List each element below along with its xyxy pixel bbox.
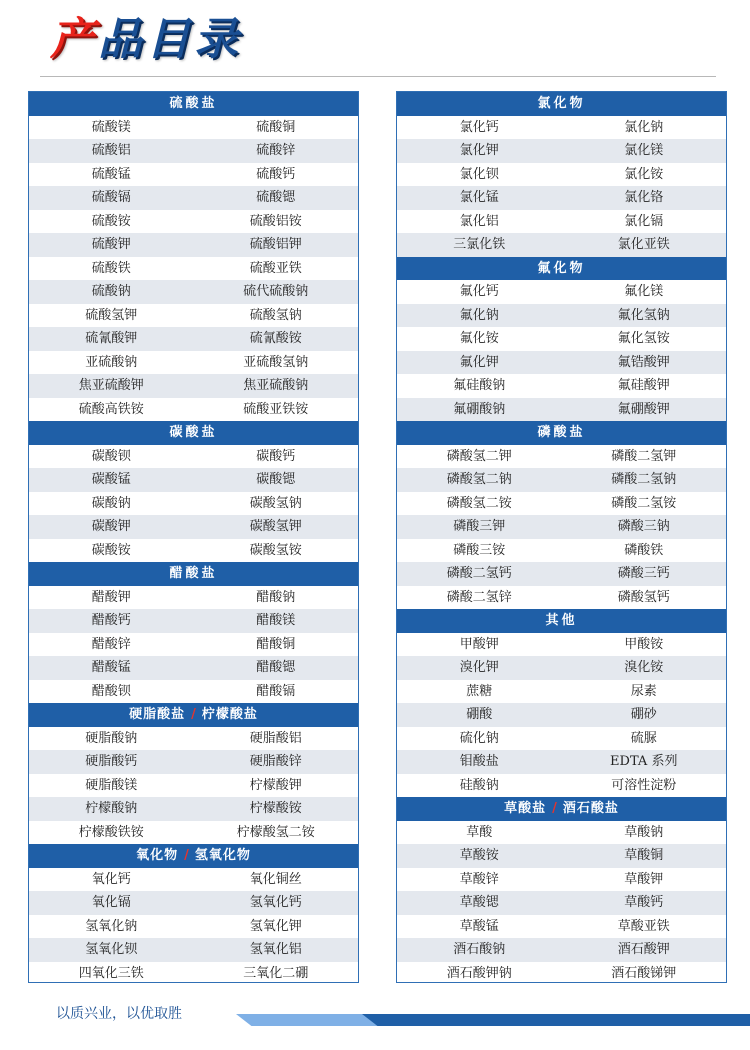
product-name: 氟硼酸钾 [617,401,670,417]
product-row [397,938,726,962]
product-name: 醋酸锶 [256,660,296,675]
product-name: 氢氧化钙 [249,895,302,910]
product-name: 氧化钙 [91,871,131,887]
product-row [397,750,726,774]
product-name: 柠檬酸铁铵 [78,824,144,840]
product-name: 草酸钙 [624,895,664,910]
product-name: 氟硅酸钠 [453,378,506,393]
product-row [29,750,358,774]
footer-slogan: 以质兴业，以优取胜 [56,1006,182,1022]
product-name: 可溶性淀粉 [611,777,677,793]
page-title-rest: 品目录 [98,14,242,65]
section-header [29,92,358,116]
product-row [29,492,358,516]
product-name: 硅酸钠 [459,777,499,793]
product-row [397,139,726,163]
product-name: 甲酸铵 [624,636,664,652]
section-title: 硬脂酸盐 [129,707,186,722]
product-name: 硬脂酸钙 [85,754,138,769]
product-name: 柠檬酸钠 [85,801,138,816]
product-row [397,774,726,798]
section-title: 醋酸盐 [169,566,218,581]
product-name: 酒石酸钾 [617,942,670,957]
product-name: 草酸锰 [459,918,499,934]
footer-stripe-dark [362,1014,750,1026]
section-title-separator: / [191,707,196,722]
product-name: 碳酸氢铵 [249,542,302,558]
product-name: 三氧化二硼 [243,965,309,981]
product-name: 柠檬酸铵 [249,801,302,816]
product-name: 溴化钾 [459,660,499,675]
product-row [29,891,358,915]
product-name: 硫酸锌 [256,143,296,158]
section-header [397,797,726,821]
section-title: 碳酸盐 [169,425,218,440]
product-name: 草酸亚铁 [617,918,670,934]
product-name: 醋酸钾 [91,589,131,605]
product-name: 磷酸氢钙 [617,589,670,605]
product-row [397,492,726,516]
product-name: 醋酸铜 [256,636,296,652]
product-name: 磷酸二氢锌 [446,589,512,605]
product-name: 硫脲 [630,730,657,746]
section-header [29,703,358,727]
product-row [29,280,358,304]
product-row [29,938,358,962]
product-row [29,210,358,234]
product-row [29,327,358,351]
product-name: 磷酸铁 [624,542,664,558]
product-name: 氢氧化钾 [249,918,302,934]
product-name: 醋酸钙 [91,613,131,628]
product-name: 氢氧化钠 [85,918,138,934]
product-row [29,915,358,939]
product-name: 磷酸二氢铵 [611,495,677,511]
product-name: 氯化铝 [459,213,499,229]
section-title: 其他 [545,613,578,628]
product-name: 草酸锶 [459,895,499,910]
product-name: 硫酸铝 [91,143,131,158]
product-row [397,186,726,210]
product-row [29,351,358,375]
product-name: 碳酸钡 [91,448,131,464]
product-name: 磷酸二氢钾 [611,448,677,464]
section-title: 氯化物 [537,96,586,111]
product-row [29,774,358,798]
product-name: 氟硅酸钾 [617,378,670,393]
product-name: 焦亚硫酸钾 [78,378,144,393]
product-name: 氟化氢铵 [617,331,670,346]
product-name: 草酸铵 [459,848,499,863]
product-name: 硫酸钠 [91,284,131,299]
product-row [397,821,726,845]
product-name: 碳酸钾 [91,519,131,534]
page-title [50,10,242,70]
product-row [397,844,726,868]
title-divider [40,76,716,77]
product-name: 柠檬酸氢二铵 [236,824,315,840]
product-name: 磷酸三钾 [453,519,506,534]
product-name: 柠檬酸钾 [249,777,302,793]
product-name: 亚硫酸钠 [85,354,138,370]
product-name: 氯化锰 [459,190,499,205]
product-row [397,633,726,657]
product-name: 蔗糖 [466,683,493,699]
product-name: 硫酸钙 [256,166,296,182]
product-name: 氧化镉 [91,895,131,910]
product-row [397,210,726,234]
product-name: 硫酸铝铵 [249,213,302,229]
section-title: 氟化物 [537,260,586,276]
product-row [397,515,726,539]
product-name: 氧化铜丝 [249,871,302,887]
product-row [397,233,726,257]
product-name: 碳酸铵 [91,542,131,558]
product-name: 硬脂酸钠 [85,730,138,746]
product-name: 氟锆酸钾 [617,354,670,370]
product-name: 草酸钠 [624,824,664,840]
product-name: 四氧化三铁 [78,965,144,981]
product-name: 磷酸氢二铵 [446,495,512,511]
section-header [29,421,358,445]
product-name: 酒石酸锑钾 [611,965,677,981]
product-name: 硫酸铵 [91,213,131,229]
product-row [29,633,358,657]
section-title: 酒石酸盐 [562,801,619,816]
product-row [29,586,358,610]
product-row [397,468,726,492]
product-name: 草酸锌 [459,871,499,887]
product-name: 碳酸钙 [256,448,296,464]
product-name: 磷酸三铵 [453,542,506,558]
left-catalog-column [28,91,359,983]
product-name: 硫酸亚铁 [249,260,302,276]
product-name: 硬脂酸锌 [249,754,302,769]
product-row [29,257,358,281]
product-name: 氟硼酸钠 [453,401,506,417]
product-row [397,562,726,586]
section-title-separator: / [184,848,189,863]
product-row [397,116,726,140]
product-name: 硫酸锶 [256,190,296,205]
product-name: 硫氰酸铵 [249,331,302,346]
product-name: 氯化钙 [459,119,499,135]
product-row [397,163,726,187]
product-name: 氯化镉 [624,213,664,229]
product-name: 氯化亚铁 [617,237,670,252]
product-name: 硫氰酸钾 [85,331,138,346]
product-name: 硫酸镁 [91,119,131,135]
product-row [397,398,726,422]
product-row [29,468,358,492]
product-name: 三氯化铁 [453,237,506,252]
product-name: 氯化铵 [624,166,664,182]
product-row [29,515,358,539]
product-name: 硫酸铝钾 [249,237,302,252]
product-name: 氢氧化钡 [85,942,138,957]
section-header [397,92,726,116]
product-name: 硫酸镉 [91,190,131,205]
section-title: 氢氧化物 [194,848,251,863]
product-row [29,962,358,984]
product-name: 溴化铵 [624,660,664,675]
product-name: 草酸铜 [624,848,664,863]
product-row [29,609,358,633]
product-row [397,327,726,351]
product-row [29,304,358,328]
product-name: 硫酸铁 [91,260,131,276]
product-name: 氟化钠 [459,307,499,323]
product-name: 硫酸氢钠 [249,307,302,323]
product-name: 碳酸锶 [256,472,296,487]
product-row [397,304,726,328]
product-name: EDTA 系列 [610,754,678,769]
product-name: 氯化钠 [624,119,664,135]
section-title: 硫酸盐 [169,96,218,111]
product-name: 酒石酸钠 [453,942,506,957]
product-name: 硫酸高铁铵 [78,401,144,417]
product-row [397,727,726,751]
product-name: 磷酸氢二钾 [446,448,512,464]
section-title: 草酸盐 [504,801,547,816]
product-row [397,539,726,563]
section-header [29,562,358,586]
product-name: 醋酸镁 [256,613,296,628]
product-name: 硼酸 [466,707,493,722]
product-row [397,374,726,398]
product-row [397,351,726,375]
product-row [29,139,358,163]
product-name: 氯化钡 [459,166,499,182]
product-row [29,868,358,892]
product-row [397,962,726,984]
section-title: 磷酸盐 [537,425,586,440]
product-name: 醋酸钡 [91,683,131,699]
product-name: 硼砂 [630,707,657,722]
product-name: 氟化钾 [459,354,499,370]
product-row [29,727,358,751]
product-name: 硫化钠 [459,730,499,746]
section-header [29,844,358,868]
product-name: 尿素 [630,683,657,699]
product-row [29,233,358,257]
product-name: 硫酸氢钾 [85,307,138,323]
product-name: 氯化镁 [624,143,664,158]
section-title: 氧化物 [136,848,179,863]
product-name: 氟化镁 [624,284,664,299]
product-name: 磷酸三钠 [617,519,670,534]
product-name: 醋酸锌 [91,636,131,652]
product-name: 甲酸钾 [459,636,499,652]
product-row [29,186,358,210]
product-name: 碳酸钠 [91,495,131,511]
section-title: 柠檬酸盐 [201,707,258,722]
product-row [397,703,726,727]
product-name: 氯化铬 [624,190,664,205]
product-name: 醋酸锰 [91,660,131,675]
product-name: 焦亚硫酸钠 [243,378,309,393]
product-name: 氯化钾 [459,143,499,158]
section-header [397,609,726,633]
product-row [29,680,358,704]
product-name: 硫代硫酸钠 [243,284,309,299]
product-row [397,680,726,704]
product-row [397,868,726,892]
product-name: 硫酸钾 [91,237,131,252]
section-header [397,421,726,445]
product-name: 草酸钾 [624,871,664,887]
product-name: 草酸 [466,824,493,840]
product-name: 硫酸亚铁铵 [243,401,309,417]
product-name: 醋酸镉 [256,683,296,699]
product-name: 磷酸氢二钠 [446,472,512,487]
product-row [397,280,726,304]
product-name: 氟化钙 [459,284,499,299]
product-name: 硬脂酸铝 [249,730,302,746]
product-name: 氟化氢钠 [617,307,670,323]
right-catalog-column [396,91,727,983]
page-title-first-char: 产 [50,14,98,65]
product-row [29,445,358,469]
product-row [29,163,358,187]
product-name: 钼酸盐 [459,754,499,769]
product-name: 氢氧化铝 [249,942,302,957]
product-name: 碳酸氢钾 [249,519,302,534]
product-row [29,398,358,422]
product-row [397,445,726,469]
product-row [397,656,726,680]
product-name: 硫酸锰 [91,166,131,182]
product-name: 硫酸铜 [256,119,296,135]
section-title-separator: / [552,801,557,816]
product-row [29,797,358,821]
product-row [397,915,726,939]
product-row [29,374,358,398]
product-name: 氟化铵 [459,331,499,346]
product-row [29,116,358,140]
product-row [397,586,726,610]
product-name: 磷酸三钙 [617,566,670,581]
product-name: 磷酸二氢钙 [446,566,512,581]
product-name: 醋酸钠 [256,589,296,605]
product-row [29,821,358,845]
product-name: 碳酸锰 [91,472,131,487]
product-name: 磷酸二氢钠 [611,472,677,487]
product-row [397,891,726,915]
product-name: 硬脂酸镁 [85,777,138,793]
product-name: 酒石酸钾钠 [446,965,512,981]
section-header [397,257,726,281]
product-name: 亚硫酸氢钠 [243,354,309,370]
product-name: 碳酸氢钠 [249,495,302,511]
product-row [29,539,358,563]
product-row [29,656,358,680]
